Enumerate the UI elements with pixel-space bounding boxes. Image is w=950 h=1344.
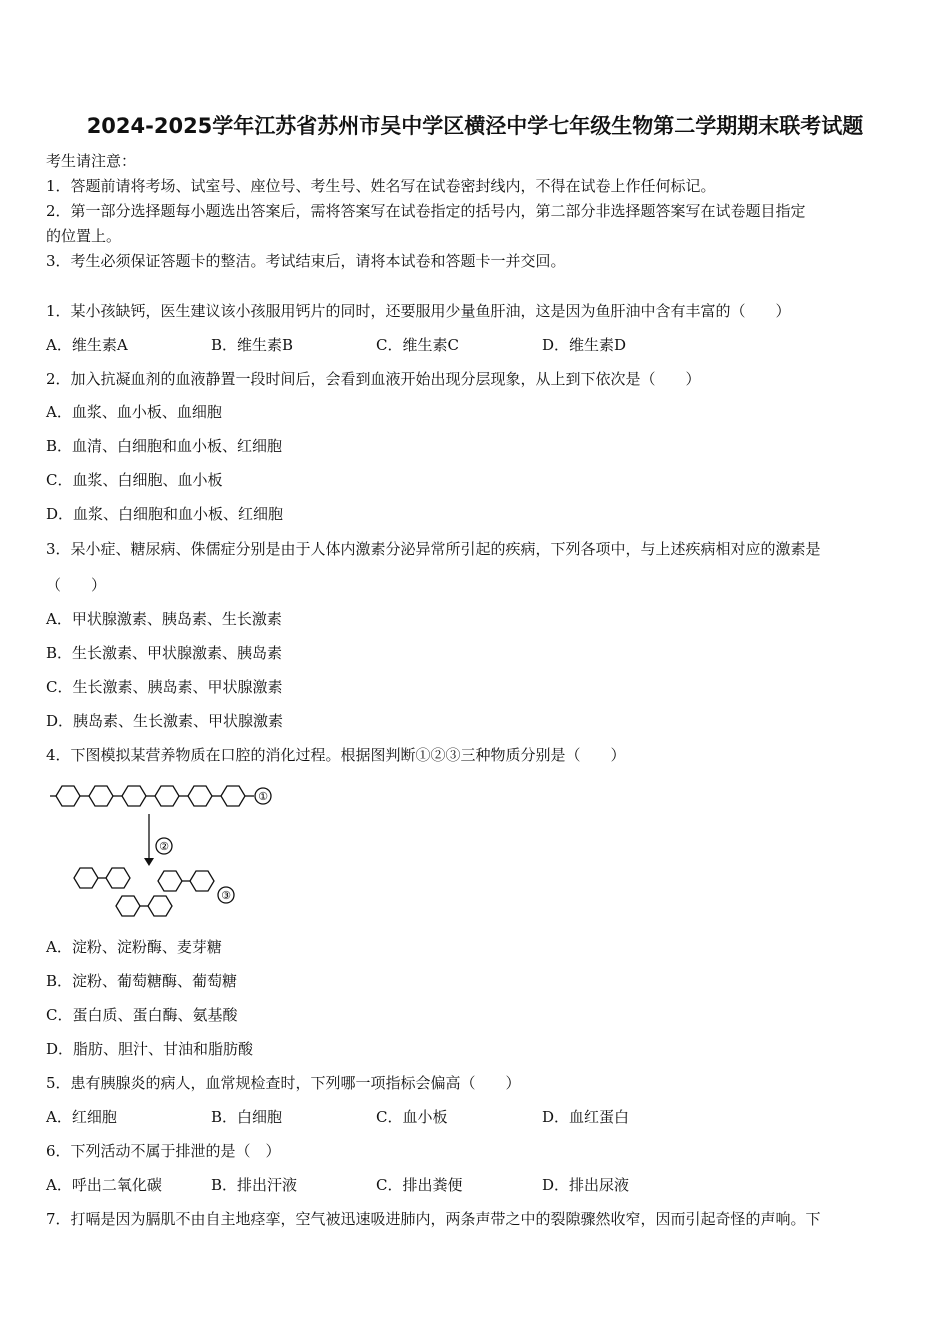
notice-item: 1．答题前请将考场、试室号、座位号、考生号、姓名写在试卷密封线内，不得在试卷上作任何标记。	[46, 177, 716, 195]
hexagon	[74, 868, 98, 888]
question-6-stem: 6．下列活动不属于排泄的是（ ）	[46, 1142, 281, 1160]
option-a: A．淀粉、淀粉酶、麦芽糖	[46, 938, 222, 956]
option-c: C．排出粪便	[376, 1176, 463, 1194]
hexagon	[148, 896, 172, 916]
option-d: D．血浆、白细胞和血小板、红细胞	[46, 505, 284, 523]
hexagon	[56, 786, 80, 806]
option-d: D．维生素D	[542, 336, 627, 354]
hexagon	[221, 786, 245, 806]
hexagon	[190, 871, 214, 891]
hexagon	[106, 868, 130, 888]
option-d: D．排出尿液	[542, 1176, 630, 1194]
question-1-options	[46, 336, 906, 354]
option-c: C．蛋白质、蛋白酶、氨基酸	[46, 1006, 238, 1024]
question-7-stem: 7．打嗝是因为膈肌不由自主地痉挛，空气被迅速吸进肺内，两条声带之中的裂隙骤然收窄，因而引起奇怪的声响。下	[46, 1210, 821, 1228]
option-d: D．血红蛋白	[542, 1108, 630, 1126]
question-6-options	[46, 1176, 906, 1194]
hexagon	[116, 896, 140, 916]
option-d: D．胰岛素、生长激素、甲状腺激素	[46, 712, 284, 730]
option-a: A．血浆、血小板、血细胞	[46, 403, 222, 421]
diagram-label-2: ②	[159, 840, 169, 853]
option-b: B．生长激素、甲状腺激素、胰岛素	[46, 644, 283, 662]
hexagon	[155, 786, 179, 806]
question-5-stem: 5．患有胰腺炎的病人，血常规检查时，下列哪一项指标会偏高（ ）	[46, 1074, 521, 1092]
question-2-stem: 2．加入抗凝血剂的血液静置一段时间后，会看到血液开始出现分层现象，从上到下依次是（ ）	[46, 370, 701, 388]
question-4-stem: 4．下图模拟某营养物质在口腔的消化过程。根据图判断①②③三种物质分别是（ ）	[46, 746, 626, 764]
notice-item: 2．第一部分选择题每小题选出答案后，需将答案写在试卷指定的括号内，第二部分非选择题答案写在试卷题目指定	[46, 202, 806, 220]
question-3-stem-cont: （ ）	[46, 576, 107, 594]
starch-digestion-diagram	[46, 780, 286, 925]
arrow-head	[144, 858, 154, 866]
hexagon	[158, 871, 182, 891]
option-c: C．生长激素、胰岛素、甲状腺激素	[46, 678, 283, 696]
notice-item: 3．考生必须保证答题卡的整洁。考试结束后，请将本试卷和答题卡一并交回。	[46, 252, 566, 270]
option-d: D．脂肪、胆汁、甘油和脂肪酸	[46, 1040, 254, 1058]
page-title: 2024-2025学年江苏省苏州市吴中学区横泾中学七年级生物第二学期期末联考试题	[86, 114, 864, 138]
question-5-options	[46, 1108, 906, 1126]
notice-heading: 考生请注意：	[46, 152, 137, 170]
diagram-label-1: ①	[258, 790, 268, 803]
diagram-label-3: ③	[221, 889, 231, 902]
option-b: B．白细胞	[211, 1108, 283, 1126]
option-a: A．呼出二氧化碳	[46, 1176, 162, 1194]
option-a: A．甲状腺激素、胰岛素、生长激素	[46, 610, 282, 628]
option-c: C．血浆、白细胞、血小板	[46, 471, 223, 489]
option-a: A．红细胞	[46, 1108, 117, 1126]
option-b: B．血清、白细胞和血小板、红细胞	[46, 437, 283, 455]
notice-item: 的位置上。	[46, 227, 122, 245]
option-a: A．维生素A	[46, 336, 128, 354]
question-3-stem: 3．呆小症、糖尿病、侏儒症分别是由于人体内激素分泌异常所引起的疾病，下列各项中，与上述疾病相对应的激素是	[46, 540, 821, 558]
option-b: B．淀粉、葡萄糖酶、葡萄糖	[46, 972, 238, 990]
option-b: B．排出汗液	[211, 1176, 298, 1194]
hexagon	[188, 786, 212, 806]
option-c: C．血小板	[376, 1108, 448, 1126]
option-b: B．维生素B	[211, 336, 294, 354]
hexagon	[122, 786, 146, 806]
option-c: C．维生素C	[376, 336, 459, 354]
question-1-stem: 1．某小孩缺钙，医生建议该小孩服用钙片的同时，还要服用少量鱼肝油，这是因为鱼肝油中含有丰富的（ ）	[46, 302, 791, 320]
hexagon	[89, 786, 113, 806]
